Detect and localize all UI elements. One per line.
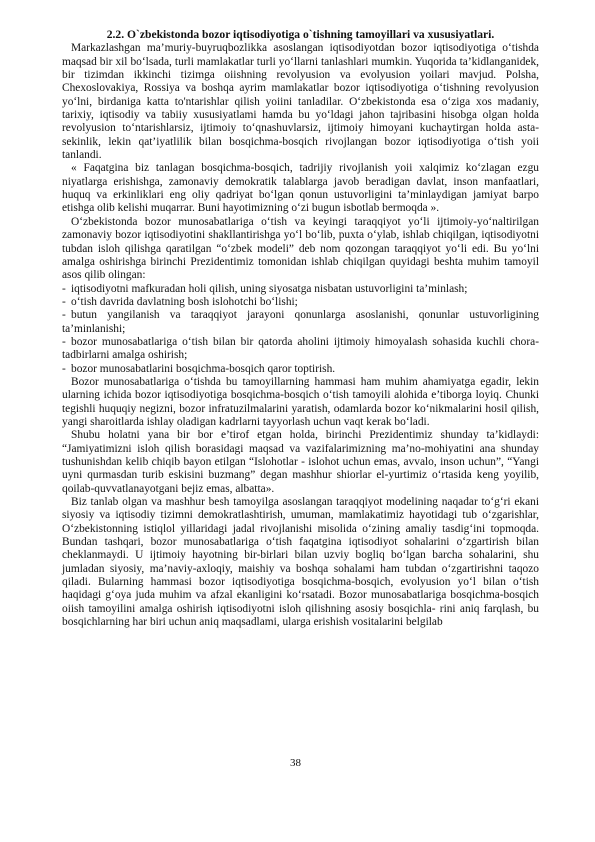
bullet-marker: - (62, 362, 66, 375)
list-item (62, 336, 539, 363)
list-item (62, 283, 539, 296)
bullet-marker: - (62, 335, 66, 348)
bullet-marker: - (62, 309, 66, 322)
list-item (62, 296, 539, 309)
list-item-text: bozor munosabatlariga o‘tish bilan bir qatorda aholini ijtimoiy himoyalash sohasida kuchli chora-tadbirlarni amalga oshirish; (62, 335, 539, 362)
paragraph-3: O‘zbekistonda bozor munosabatlariga o‘tish va keyingi taraqqiyot yo‘li ijtimoiy-yo‘naltirilgan zamonaviy bozor iqtisodiyotini shakllantirishga yo‘l bo‘lib, puxta o‘ylab, ishlab chiqilgan, iqtisodiyotni tubdan isloh qilishga qaratilgan “o‘zbek modeli” deb nom qozongan taraqqiyot yo‘li edi. Bu yo‘lni amalga oshirishga birinchi Prezidentimiz tomonidan ishlab chiqilgan quyidagi beshta muhim tamoyil asos qilib olingan: (62, 215, 539, 282)
list-item-text: bozor munosabatlarini bosqichma-bosqich qaror toptirish. (71, 362, 336, 375)
bullet-marker: - (62, 295, 66, 308)
list-item (62, 309, 539, 336)
page-number: 38 (290, 757, 301, 769)
paragraph-5: Shubu holatni yana bir bor e’tirof etgan holda, birinchi Prezidentimiz shunday ta’kidlaydi: “Jamiyatimizni isloh qilish borasidagi maqsad va vazifalarimizning ma’no-mohiyatini ana shunday tushunishdan kelib chiqib bayon etilgan “Islohotlar - islohot uchun emas, avvalo, inson uchun”, “Yangi uyni qurmasdan turib eskisini buzmang” degan mashhur shiorlar el-yurtimiz o‘rtasida keng yoyilib, qoilab-quvvatlanayotgani bejiz emas, albatta». (62, 429, 539, 495)
list-item (62, 363, 539, 376)
list-item-text: iqtisodiyotni mafkuradan holi qilish, uning siyosatga nisbatan ustuvorligini ta’minlash; (71, 282, 468, 295)
list-item-text: o‘tish davrida davlatning bosh islohotchi bo‘lishi; (71, 295, 298, 308)
bullet-marker: - (62, 282, 66, 295)
paragraph-4: Bozor munosabatlariga o‘tishda bu tamoyillarning hammasi ham muhim ahamiyatga egadir, lekin ularning ichida bozor iqtisodiyotiga bosqichma-bosqich o‘tish tamoyili alohida e’tiborga loyiq. Chunki tegishli huquqiy negizni, bozor infratuzilmalarini yaratish, odamlarda bozor ko‘nikmalarini hosil qilish, yangi sharoitlarda ishlay oladigan kadrlarni tayyorlash uchun vaqt kerak bo‘ladi. (62, 375, 539, 428)
list-item-text: butun yangilanish va taraqqiyot jarayoni qonunlarga asoslanishi, qonunlar ustuvorligining ta’minlanishi; (62, 309, 539, 335)
section-title: 2.2. O`zbekistonda bozor iqtisodiyotiga o`tishning tamoyillari va xususiyatlari. (106, 28, 495, 41)
paragraph-1: Markazlashgan ma’muriy-buyruqbozlikka asoslangan iqtisodiyotdan bozor iqtisodiyotiga o‘tishda maqsad bir xil bo‘lsada, turli mamlakatlar turli yo‘llarni tanlashlari mumkin. Yuqorida ta’kidlanganidek, bir tizimdan ikkinchi tizimga oiishning revolyusion va evolyusion yoilari mavjud. Polsha, Chexoslovakiya, Rossiya va boshqa ayrim mamlakatlar bozor iqtisodiyotiga o‘tishning revolyusion yo‘lni, birdaniga katta to'ntarishlar qilish yoiini tanladilar. O‘zbekistonda esa o‘ziga xos madaniy, tarixiy, iqtisodiy va tabiiy xususiyatlami hamda bu yo‘ldagi jahon tajribasini hisobga olgan holda revolyusion to‘ntarishlarsiz, ijtimoiy to‘qnashuvlarsiz, ijtimoiy himoyani kuchaytirgan holda asta-sekinlik, lekin qat’iyatlilik bilan bosqichma-bosqich rivojlangan bozor iqtisodiyotiga o‘tish yoii tanlandi. (62, 42, 539, 162)
document-page (62, 28, 539, 629)
paragraph-6: Biz tanlab olgan va mashhur besh tamoyilga asoslangan taraqqiyot modelining naqadar to‘g‘ri ekani siyosiy va iqtisodiy tizimni demokratlashtirish, umuman, mamlakatimiz hayotidagi tub o‘zgarishlar, O‘zbekistonning istiqlol yillaridagi jadal rivojlanishi misolida o‘zining amaliy tasdig‘ini topmoqda. Bundan tashqari, bozor munosabatlariga o‘tish faqatgina iqtisodiyot sohalarini o‘zgartirish bilan cheklanmaydi. U ijtimoiy hayotning bir-birlari bilan uzviy bogliq bo‘lgan barcha sohalarini, shu jumladan siyosiy, ma’naviy-axloqiy, maishiy va boshqa sohalami ham tubdan o‘zgartirishni taqozo qiladi. Bularning hammasi bozor iqtisodiyotiga bosqichma-bosqich, evolyusion yo‘l bilan o‘tish haqidagi g‘oya juda muhim va afzal ekanligini ko‘rsatadi. Bozor munosabatlariga bosqichma-bosqich oiish tamoyilini amalga oshirish iqtisodiyotni isloh qilishning asosiy bosqichla- rini aniq farqlash, bu bosqichlarning har biri uchun aniq maqsadlami, ularga erishish vositalarini belgilab (62, 496, 539, 629)
paragraph-2: « Faqatgina biz tanlagan bosqichma-bosqich, tadrijiy rivojlanish yoii xalqimiz ko‘zlagan ezgu niyatlarga erishishga, zamonaviy demokratik talablarga javob beradigan davlat, inson manfaatlari, huquq va erkinliklari eng oliy qadriyat bo‘lgan qonun ustuvorligini ta’minlaydigan jamiyat barpo etishga olib kelishi muqarrar. Buni hayotimizning o‘zi bugun isbotlab bermoqda ». (62, 162, 539, 215)
